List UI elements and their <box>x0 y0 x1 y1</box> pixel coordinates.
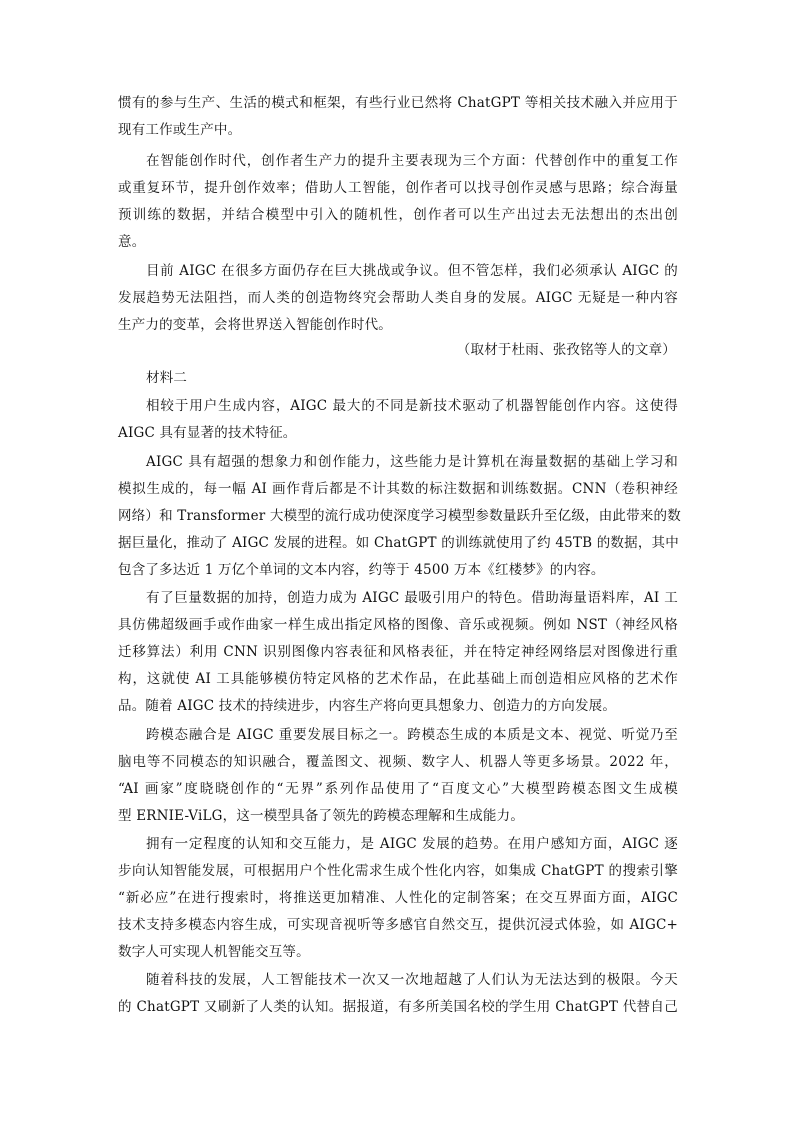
text-line: 拥有一定程度的认知和交互能力，是 AIGC 发展的趋势。在用户感知方面，AIGC 逐 <box>146 836 678 852</box>
text-line: 构，这就使 AI 工具能够模仿特定风格的艺术作品，在此基础上而创造相应风格的艺术作 <box>118 671 678 687</box>
source-attribution: （取材于杜雨、张孜铭等人的文章） <box>456 342 676 358</box>
text-line: 据巨量化，推动了 AIGC 发展的进程。如 ChatGPT 的训练就使用了约 45TB 的数据，其中 <box>118 535 679 551</box>
text-line: “AI 画家”度晓晓创作的“无界”系列作品使用了“百度文心”大模型跨模态图文生成模 <box>118 781 678 797</box>
text-line: 在智能创作时代，创作者生产力的提升主要表现为三个方面：代替创作中的重复工作 <box>146 153 678 169</box>
text-line: 迁移算法）利用 CNN 识别图像内容表征和风格表征，并在特定神经网络层对图像进行重 <box>118 644 678 660</box>
text-line: 或重复环节，提升创作效率；借助人工智能，创作者可以找寻创作灵感与思路；综合海量 <box>118 180 678 196</box>
text-line: 生产力的变革，会将世界送入智能创作时代。 <box>118 317 392 333</box>
text-line: 具仿佛超级画手或作曲家一样生成出指定风格的图像、音乐或视频。例如 NST（神经风格 <box>118 617 678 633</box>
text-line: 网络）和 Transformer 大模型的流行成功使深度学习模型参数量跃升至亿级，由此带来的数 <box>118 508 681 524</box>
section-heading: 材料二 <box>146 370 188 386</box>
text-line: 模拟生成的，每一幅 AI 画作背后都是不计其数的标注数据和训练数据。CNN（卷积神经 <box>118 481 678 497</box>
text-line: 相较于用户生成内容，AIGC 最大的不同是新技术驱动了机器智能创作内容。这使得 <box>146 398 678 414</box>
text-line: 品。随着 AIGC 技术的持续进步，内容生产将向更具想象力、创造力的方向发展。 <box>118 698 617 714</box>
text-line: 包含了多达近 1 万亿个单词的文本内容，约等于 4500 万本《红楼梦》的内容。 <box>118 562 605 578</box>
text-line: 意。 <box>118 234 146 250</box>
text-line: 随着科技的发展，人工智能技术一次又一次地超越了人们认为无法达到的极限。今天 <box>146 972 678 988</box>
text-line: AIGC 具有超强的想象力和创作能力，这些能力是计算机在海量数据的基础上学习和 <box>146 454 678 470</box>
text-line: 的 ChatGPT 又刷新了人类的认知。据报道，有多所美国名校的学生用 ChatGPT 代替自己 <box>118 999 678 1015</box>
text-line: 预训练的数据，并结合模型中引入的随机性，创作者可以生产出过去无法想出的杰出创 <box>118 207 678 223</box>
text-line: 目前 AIGC 在很多方面仍存在巨大挑战或争议。但不管怎样，我们必须承认 AIGC 的 <box>146 263 678 279</box>
text-line: 脑电等不同模态的知识融合，覆盖图文、视频、数字人、机器人等更多场景。2022 年， <box>118 754 678 770</box>
text-line: 有了巨量数据的加持，创造力成为 AIGC 最吸引用户的特色。借助海量语料库，AI 工 <box>146 590 678 606</box>
text-line: “新必应”在进行搜索时，将推送更加精准、人性化的定制答案；在交互界面方面，AIGC <box>118 890 678 906</box>
text-line: 型 ERNIE-ViLG，这一模型具备了领先的跨模态理解和生成能力。 <box>118 808 525 824</box>
text-line: 发展趋势无法阻挡，而人类的创造物终究会帮助人类自身的发展。AIGC 无疑是一种内容 <box>118 290 678 306</box>
text-line: AIGC 具有显著的技术特征。 <box>118 425 297 441</box>
text-line: 跨模态融合是 AIGC 重要发展目标之一。跨模态生成的本质是文本、视觉、听觉乃至 <box>146 727 678 743</box>
text-line: 数字人可实现人机智能交互等。 <box>118 944 310 960</box>
text-line: 现有工作或生产中。 <box>118 122 242 138</box>
text-line: 惯有的参与生产、生活的模式和框架，有些行业已然将 ChatGPT 等相关技术融入并应用于 <box>118 95 678 111</box>
text-line: 步向认知智能发展，可根据用户个性化需求生成个性化内容，如集成 ChatGPT 的搜索引擎 <box>118 863 678 879</box>
text-line: 技术支持多模态内容生成，可实现音视听等多感官自然交互，提供沉浸式体验，如 AIGC+ <box>118 917 678 933</box>
